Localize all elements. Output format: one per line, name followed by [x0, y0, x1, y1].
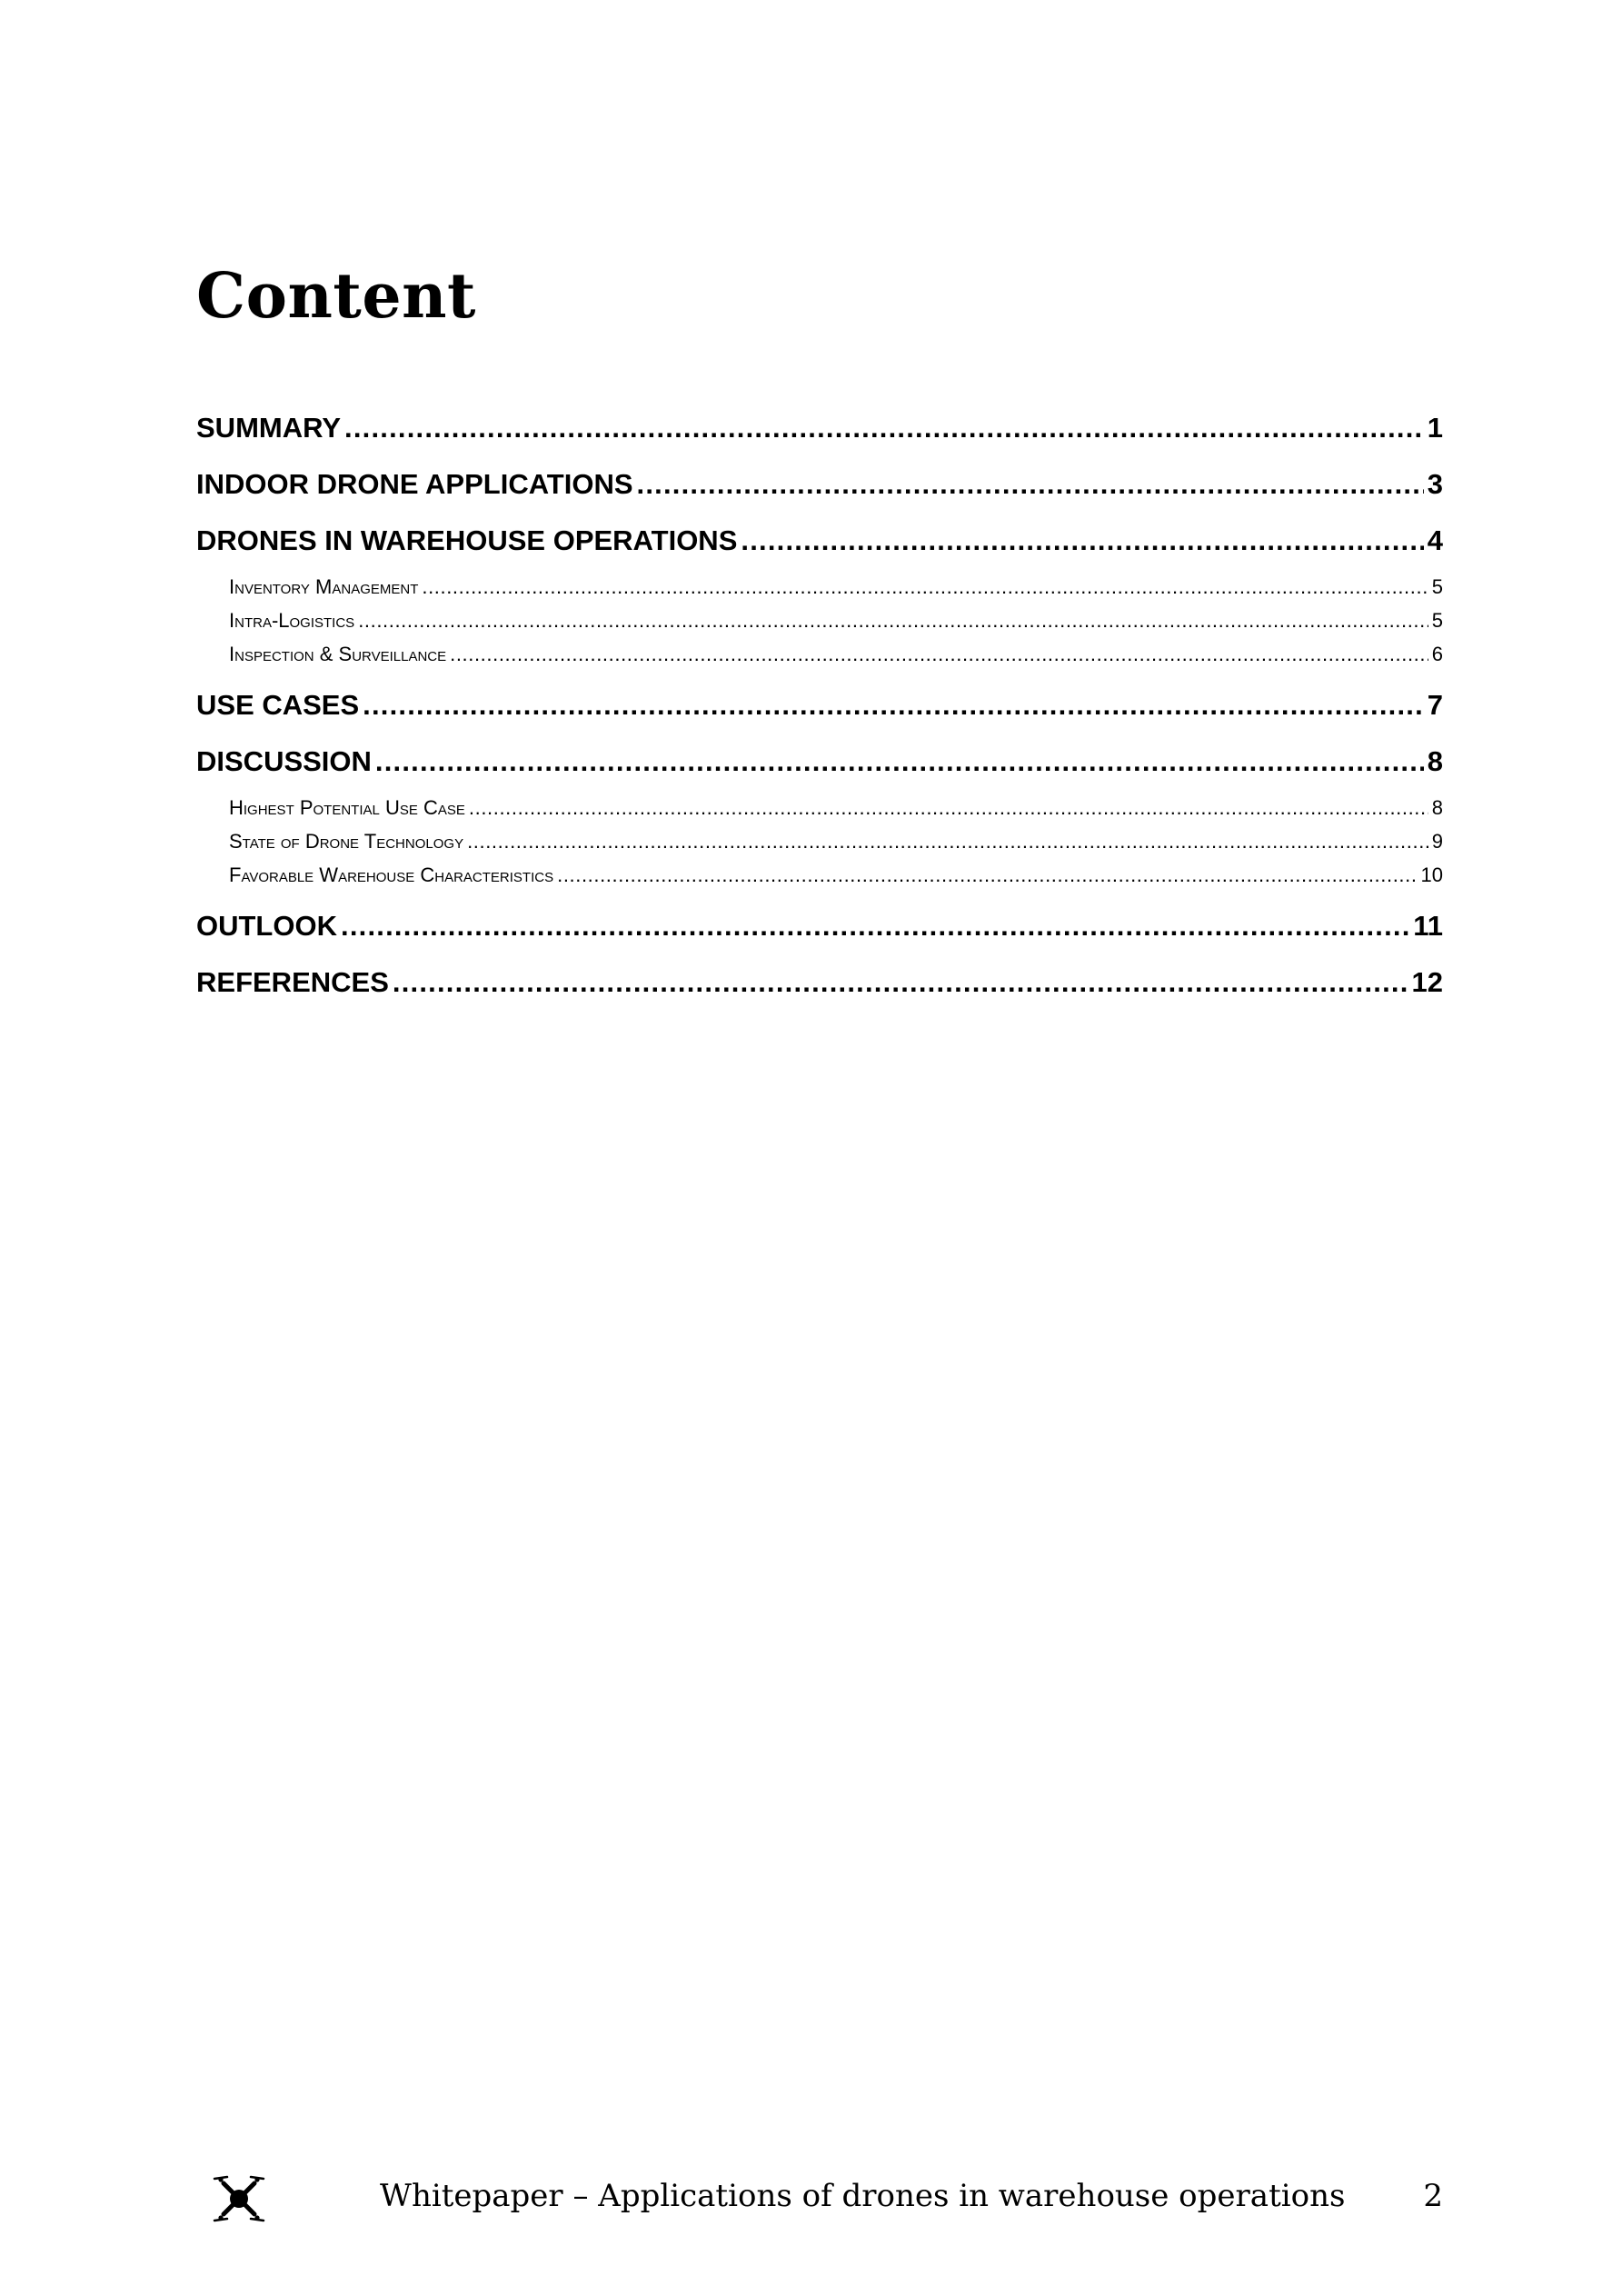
toc-entry-title: Highest Potential Use Case	[229, 796, 465, 819]
toc-dot-leader	[358, 608, 1428, 634]
page-title: Content	[196, 260, 476, 333]
toc-entry-title: INDOOR DRONE APPLICATIONS	[196, 468, 633, 500]
toc-subentry-highest-potential-use-case[interactable]	[196, 795, 1443, 829]
toc-entry-title: Inspection & Surveillance	[229, 643, 447, 665]
toc-entry-title: Intra-Logistics	[229, 609, 355, 632]
drone-icon	[211, 2171, 267, 2227]
toc-entry-discussion[interactable]	[196, 741, 1443, 797]
toc-subentry-inventory-management[interactable]	[196, 574, 1443, 608]
footer-page-number: 2	[1423, 2178, 1443, 2214]
toc-dot-leader	[741, 520, 1423, 562]
toc-dot-leader	[469, 795, 1428, 821]
toc-entry-page: 5	[1431, 609, 1443, 632]
toc-subentry-state-of-drone-technology[interactable]	[196, 829, 1443, 863]
toc-entry-title: Inventory Management	[229, 575, 419, 598]
toc-entry-title: OUTLOOK	[196, 910, 337, 942]
toc-entry-page: 7	[1427, 689, 1443, 721]
toc-entry-page: 8	[1431, 796, 1443, 819]
toc-entry-page: 4	[1427, 524, 1443, 556]
toc-dot-leader	[363, 684, 1424, 726]
toc-entry-page: 8	[1427, 745, 1443, 777]
toc-entry-page: 3	[1427, 468, 1443, 500]
toc-dot-leader	[637, 464, 1424, 505]
toc-dot-leader	[344, 407, 1424, 449]
toc-subentry-inspection-surveillance[interactable]	[196, 642, 1443, 675]
toc-entry-title: Favorable Warehouse Characteristics	[229, 863, 554, 886]
toc-dot-leader	[467, 829, 1428, 854]
toc-entry-title: DISCUSSION	[196, 745, 372, 777]
toc-dot-leader	[393, 962, 1408, 1003]
toc-entry-page: 11	[1413, 910, 1443, 942]
toc-dot-leader	[422, 574, 1428, 600]
toc-entry-outlook[interactable]	[196, 905, 1443, 962]
toc-subentry-favorable-warehouse-characteristics[interactable]	[196, 863, 1443, 896]
toc-entry-summary[interactable]	[196, 407, 1443, 464]
toc-entry-page: 9	[1431, 830, 1443, 853]
page-footer	[196, 2167, 1443, 2231]
toc-entry-title: DRONES IN WAREHOUSE OPERATIONS	[196, 524, 738, 556]
toc-entry-title: State of Drone Technology	[229, 830, 464, 853]
toc-entry-page: 1	[1427, 412, 1443, 444]
table-of-contents	[196, 407, 1443, 1018]
toc-entry-page: 10	[1420, 863, 1443, 886]
toc-entry-drones-in-warehouse-operations[interactable]	[196, 520, 1443, 576]
toc-entry-indoor-drone-applications[interactable]	[196, 464, 1443, 520]
toc-dot-leader	[450, 642, 1428, 667]
toc-entry-title: SUMMARY	[196, 412, 342, 444]
toc-dot-leader	[375, 741, 1424, 783]
toc-entry-title: USE CASES	[196, 689, 360, 721]
toc-subentry-intra-logistics[interactable]	[196, 608, 1443, 642]
toc-dot-leader	[341, 905, 1409, 947]
toc-entry-page: 6	[1431, 643, 1443, 665]
footer-title: Whitepaper – Applications of drones in warehouse operations	[380, 2178, 1346, 2214]
toc-entry-title: REFERENCES	[196, 966, 389, 998]
toc-entry-page: 5	[1431, 575, 1443, 598]
toc-dot-leader	[557, 863, 1417, 888]
toc-entry-page: 12	[1411, 966, 1443, 998]
toc-entry-use-cases[interactable]	[196, 684, 1443, 741]
toc-entry-references[interactable]	[196, 962, 1443, 1018]
